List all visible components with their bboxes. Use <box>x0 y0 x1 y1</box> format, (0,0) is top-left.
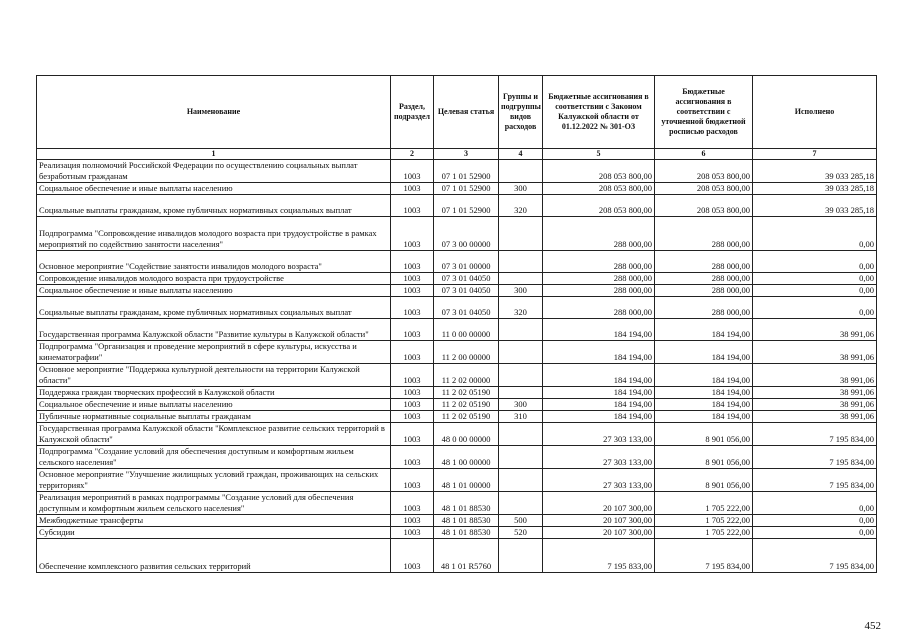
row-name: Государственная программа Калужской области "Развитие культуры в Калужской области" <box>37 319 391 341</box>
row-section: 1003 <box>391 319 434 341</box>
row-executed: 38 991,06 <box>753 341 877 364</box>
row-law: 184 194,00 <box>543 411 655 423</box>
row-target: 11 2 00 00000 <box>434 341 499 364</box>
header-groups: Группы и подгруппы видов расходов <box>499 76 543 149</box>
row-target: 11 2 02 05190 <box>434 387 499 399</box>
table-row <box>37 160 877 183</box>
row-executed: 38 991,06 <box>753 387 877 399</box>
table-row <box>37 539 877 573</box>
row-section: 1003 <box>391 387 434 399</box>
row-executed: 0,00 <box>753 273 877 285</box>
row-law: 184 194,00 <box>543 341 655 364</box>
row-group <box>499 341 543 364</box>
row-law: 7 195 833,00 <box>543 539 655 573</box>
row-law: 208 053 800,00 <box>543 160 655 183</box>
row-group <box>499 423 543 446</box>
row-law: 27 303 133,00 <box>543 423 655 446</box>
row-name: Сопровождение инвалидов молодого возраста при трудоустройстве <box>37 273 391 285</box>
row-section: 1003 <box>391 411 434 423</box>
table-row <box>37 515 877 527</box>
row-group: 320 <box>499 195 543 217</box>
row-law: 27 303 133,00 <box>543 446 655 469</box>
row-law: 20 107 300,00 <box>543 492 655 515</box>
row-group <box>499 319 543 341</box>
row-group: 310 <box>499 411 543 423</box>
row-name: Реализация мероприятий в рамках подпрограммы "Создание условий для обеспечения доступным и комфортным жильем сельского населения" <box>37 492 391 515</box>
row-executed: 38 991,06 <box>753 399 877 411</box>
row-refined: 288 000,00 <box>655 297 753 319</box>
row-target: 48 1 00 00000 <box>434 446 499 469</box>
row-name: Подпрограмма "Создание условий для обеспечения доступным и комфортным жильем сельского населения" <box>37 446 391 469</box>
row-law: 208 053 800,00 <box>543 195 655 217</box>
row-target: 07 3 01 04050 <box>434 273 499 285</box>
row-group <box>499 446 543 469</box>
table-row <box>37 446 877 469</box>
row-group <box>499 387 543 399</box>
row-target: 07 1 01 52900 <box>434 183 499 195</box>
column-number: 7 <box>753 149 877 160</box>
row-group <box>499 364 543 387</box>
header-executed: Исполнено <box>753 76 877 149</box>
table-row <box>37 469 877 492</box>
row-group <box>499 539 543 573</box>
row-law: 288 000,00 <box>543 273 655 285</box>
row-law: 27 303 133,00 <box>543 469 655 492</box>
row-section: 1003 <box>391 446 434 469</box>
table-row <box>37 387 877 399</box>
table-row <box>37 297 877 319</box>
row-name: Подпрограмма "Организация и проведение мероприятий в сфере культуры, искусства и кинематографии" <box>37 341 391 364</box>
row-executed: 0,00 <box>753 492 877 515</box>
row-target: 07 1 01 52900 <box>434 160 499 183</box>
table-row <box>37 285 877 297</box>
row-name: Подпрограмма "Сопровождение инвалидов молодого возраста при трудоустройстве в рамках мероприятий по содействию занятости населения" <box>37 217 391 251</box>
row-target: 07 3 01 00000 <box>434 251 499 273</box>
row-target: 11 0 00 00000 <box>434 319 499 341</box>
row-executed: 38 991,06 <box>753 364 877 387</box>
column-number: 1 <box>37 149 391 160</box>
row-law: 288 000,00 <box>543 285 655 297</box>
row-group <box>499 251 543 273</box>
table-row <box>37 364 877 387</box>
row-executed: 0,00 <box>753 297 877 319</box>
column-number: 2 <box>391 149 434 160</box>
row-executed: 39 033 285,18 <box>753 160 877 183</box>
header-name: Наименование <box>37 76 391 149</box>
row-group <box>499 273 543 285</box>
row-refined: 288 000,00 <box>655 285 753 297</box>
column-number: 3 <box>434 149 499 160</box>
row-target: 11 2 02 05190 <box>434 411 499 423</box>
page-number: 452 <box>864 620 881 632</box>
row-group: 500 <box>499 515 543 527</box>
row-target: 07 3 01 04050 <box>434 285 499 297</box>
row-name: Социальные выплаты гражданам, кроме публичных нормативных социальных выплат <box>37 297 391 319</box>
row-section: 1003 <box>391 515 434 527</box>
row-executed: 0,00 <box>753 217 877 251</box>
row-target: 07 3 01 04050 <box>434 297 499 319</box>
row-law: 288 000,00 <box>543 217 655 251</box>
row-executed: 7 195 834,00 <box>753 446 877 469</box>
row-refined: 208 053 800,00 <box>655 183 753 195</box>
row-refined: 1 705 222,00 <box>655 492 753 515</box>
column-number: 4 <box>499 149 543 160</box>
row-executed: 7 195 834,00 <box>753 469 877 492</box>
row-law: 288 000,00 <box>543 251 655 273</box>
row-target: 48 1 01 88530 <box>434 515 499 527</box>
row-section: 1003 <box>391 251 434 273</box>
row-group: 300 <box>499 285 543 297</box>
row-refined: 8 901 056,00 <box>655 446 753 469</box>
row-section: 1003 <box>391 423 434 446</box>
row-executed: 0,00 <box>753 251 877 273</box>
row-law: 208 053 800,00 <box>543 183 655 195</box>
row-executed: 0,00 <box>753 527 877 539</box>
row-section: 1003 <box>391 492 434 515</box>
row-executed: 0,00 <box>753 515 877 527</box>
row-refined: 184 194,00 <box>655 399 753 411</box>
table-row <box>37 273 877 285</box>
row-law: 184 194,00 <box>543 364 655 387</box>
header-section: Раздел, подраздел <box>391 76 434 149</box>
table-row <box>37 341 877 364</box>
table-row <box>37 399 877 411</box>
row-group <box>499 160 543 183</box>
header-row <box>37 76 877 149</box>
row-section: 1003 <box>391 160 434 183</box>
row-section: 1003 <box>391 469 434 492</box>
row-target: 48 1 01 88530 <box>434 492 499 515</box>
row-target: 07 1 01 52900 <box>434 195 499 217</box>
row-name: Реализация полномочий Российской Федерации по осуществлению социальных выплат безработным гражданам <box>37 160 391 183</box>
column-number: 5 <box>543 149 655 160</box>
row-executed: 39 033 285,18 <box>753 195 877 217</box>
row-name: Межбюджетные трансферты <box>37 515 391 527</box>
row-section: 1003 <box>391 217 434 251</box>
row-section: 1003 <box>391 399 434 411</box>
row-refined: 184 194,00 <box>655 387 753 399</box>
table-row <box>37 195 877 217</box>
row-refined: 1 705 222,00 <box>655 527 753 539</box>
row-refined: 1 705 222,00 <box>655 515 753 527</box>
row-target: 48 1 01 R5760 <box>434 539 499 573</box>
row-law: 20 107 300,00 <box>543 515 655 527</box>
row-target: 07 3 00 00000 <box>434 217 499 251</box>
row-law: 184 194,00 <box>543 399 655 411</box>
row-refined: 288 000,00 <box>655 251 753 273</box>
row-name: Социальное обеспечение и иные выплаты населению <box>37 399 391 411</box>
row-refined: 288 000,00 <box>655 217 753 251</box>
row-group: 520 <box>499 527 543 539</box>
table-body <box>37 160 877 573</box>
row-group: 300 <box>499 183 543 195</box>
row-refined: 208 053 800,00 <box>655 160 753 183</box>
row-name: Социальное обеспечение и иные выплаты населению <box>37 285 391 297</box>
row-executed: 0,00 <box>753 285 877 297</box>
row-executed: 7 195 834,00 <box>753 423 877 446</box>
header-refined: Бюджетные ассигнования в соответствии с уточненной бюджетной росписью расходов <box>655 76 753 149</box>
row-executed: 7 195 834,00 <box>753 539 877 573</box>
table-row <box>37 423 877 446</box>
row-target: 48 1 01 00000 <box>434 469 499 492</box>
row-group <box>499 469 543 492</box>
row-refined: 184 194,00 <box>655 411 753 423</box>
row-law: 288 000,00 <box>543 297 655 319</box>
row-refined: 8 901 056,00 <box>655 423 753 446</box>
table-row <box>37 492 877 515</box>
row-refined: 208 053 800,00 <box>655 195 753 217</box>
row-section: 1003 <box>391 527 434 539</box>
table-row <box>37 319 877 341</box>
row-target: 11 2 02 00000 <box>434 364 499 387</box>
row-section: 1003 <box>391 539 434 573</box>
row-name: Публичные нормативные социальные выплаты гражданам <box>37 411 391 423</box>
row-law: 184 194,00 <box>543 387 655 399</box>
row-name: Субсидии <box>37 527 391 539</box>
row-target: 48 1 01 88530 <box>434 527 499 539</box>
row-refined: 288 000,00 <box>655 273 753 285</box>
row-target: 11 2 02 05190 <box>434 399 499 411</box>
row-section: 1003 <box>391 273 434 285</box>
row-executed: 38 991,06 <box>753 319 877 341</box>
row-section: 1003 <box>391 364 434 387</box>
row-section: 1003 <box>391 195 434 217</box>
row-law: 184 194,00 <box>543 319 655 341</box>
row-group <box>499 217 543 251</box>
row-target: 48 0 00 00000 <box>434 423 499 446</box>
table-row <box>37 251 877 273</box>
header-target: Целевая статья <box>434 76 499 149</box>
row-group <box>499 492 543 515</box>
row-refined: 184 194,00 <box>655 364 753 387</box>
row-name: Основное мероприятие "Содействие занятости инвалидов молодого возраста" <box>37 251 391 273</box>
table-row <box>37 217 877 251</box>
row-refined: 184 194,00 <box>655 341 753 364</box>
row-group: 300 <box>499 399 543 411</box>
row-group: 320 <box>499 297 543 319</box>
header-law: Бюджетные ассигнования в соответствии с Законом Калужской области от 01.12.2022 № 301-ОЗ <box>543 76 655 149</box>
row-executed: 39 033 285,18 <box>753 183 877 195</box>
budget-table <box>36 75 877 573</box>
row-name: Основное мероприятие "Улучшение жилищных условий граждан, проживающих на сельских территориях" <box>37 469 391 492</box>
row-name: Поддержка граждан творческих профессий в Калужской области <box>37 387 391 399</box>
row-refined: 7 195 834,00 <box>655 539 753 573</box>
row-section: 1003 <box>391 285 434 297</box>
row-name: Государственная программа Калужской области "Комплексное развитие сельских территорий в Калужской области" <box>37 423 391 446</box>
row-name: Социальное обеспечение и иные выплаты населению <box>37 183 391 195</box>
row-section: 1003 <box>391 341 434 364</box>
row-law: 20 107 300,00 <box>543 527 655 539</box>
row-executed: 38 991,06 <box>753 411 877 423</box>
row-name: Основное мероприятие "Поддержка культурной деятельности на территории Калужской области" <box>37 364 391 387</box>
row-section: 1003 <box>391 297 434 319</box>
table-row <box>37 183 877 195</box>
row-section: 1003 <box>391 183 434 195</box>
row-name: Обеспечение комплексного развития сельских территорий <box>37 539 391 573</box>
row-refined: 184 194,00 <box>655 319 753 341</box>
column-number-row <box>37 149 877 160</box>
column-number: 6 <box>655 149 753 160</box>
row-refined: 8 901 056,00 <box>655 469 753 492</box>
row-name: Социальные выплаты гражданам, кроме публичных нормативных социальных выплат <box>37 195 391 217</box>
table-row <box>37 527 877 539</box>
table-row <box>37 411 877 423</box>
